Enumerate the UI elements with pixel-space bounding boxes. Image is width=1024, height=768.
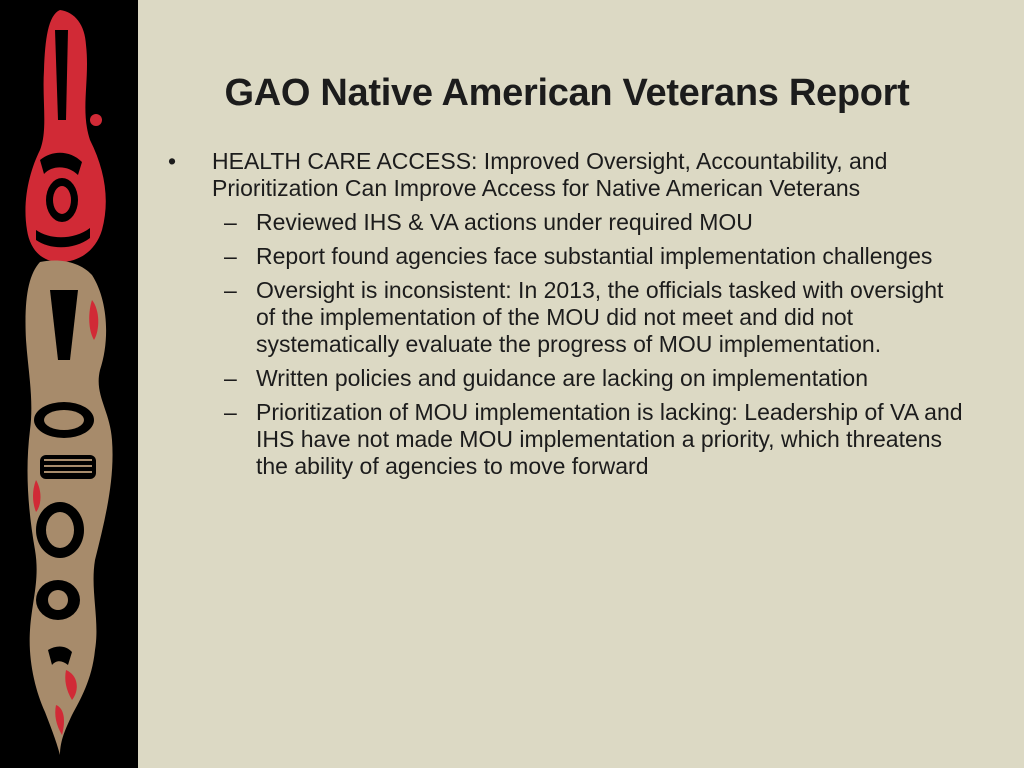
subitem [168, 399, 968, 480]
bullet-text: HEALTH CARE ACCESS: Improved Oversight, Accountability, and Prioritization Can Improve Access for Native American Veterans [212, 148, 888, 201]
subitem [168, 277, 968, 358]
slide-title: GAO Native American Veterans Report [224, 72, 910, 114]
totem-art-icon [0, 0, 138, 768]
dash-icon: – [224, 365, 237, 391]
subitem-text: Written policies and guidance are lacking on implementation [256, 365, 868, 391]
subitem [168, 365, 968, 392]
subitem-text: Report found agencies face substantial implementation challenges [256, 243, 933, 269]
dash-icon: – [224, 277, 237, 303]
subitem-text: Prioritization of MOU implementation is lacking: Leadership of VA and IHS have not made MOU implementation a priority, which threatens the ability of agencies to move forward [256, 399, 963, 479]
subitem [168, 209, 968, 236]
subitem-text: Oversight is inconsistent: In 2013, the officials tasked with oversight of the implementation of the MOU did not meet and did not systematically evaluate the progress of MOU implementation. [256, 277, 944, 357]
dash-icon: – [224, 209, 237, 235]
bullet-icon: • [168, 148, 177, 174]
bullet-item [168, 148, 968, 202]
native-art-panel [0, 0, 138, 768]
subitem-text: Reviewed IHS & VA actions under required MOU [256, 209, 753, 235]
dash-icon: – [224, 243, 237, 269]
subitem [168, 243, 968, 270]
slide-content [168, 148, 968, 480]
dash-icon: – [224, 399, 237, 425]
